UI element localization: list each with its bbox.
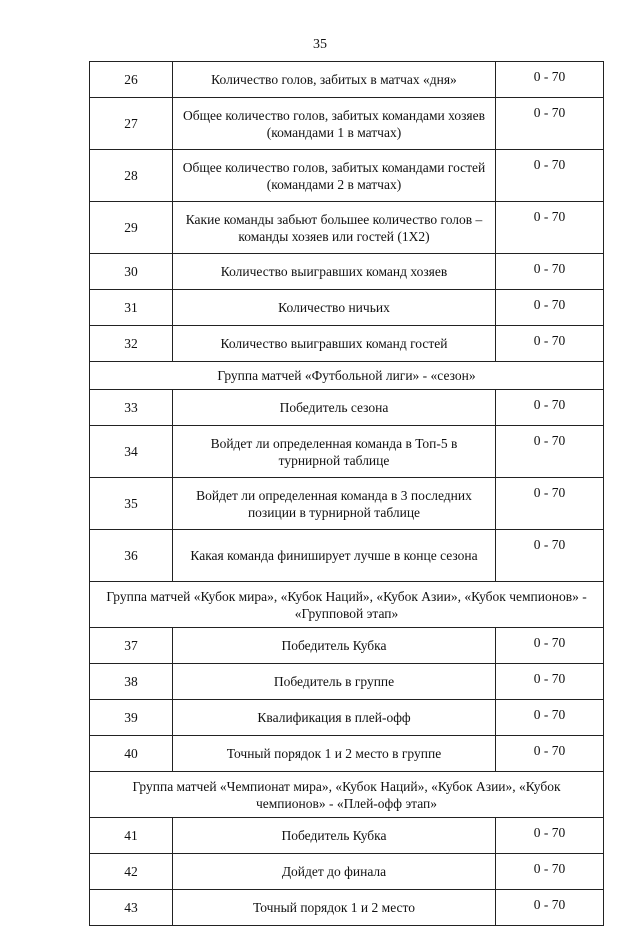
table-row — [90, 202, 604, 254]
row-number: 28 — [90, 150, 173, 202]
table-row — [90, 628, 604, 664]
table-row — [90, 854, 604, 890]
table-row — [90, 530, 604, 582]
row-range: 0 - 70 — [496, 202, 604, 254]
row-number: 39 — [90, 700, 173, 736]
row-number: 42 — [90, 854, 173, 890]
row-number: 33 — [90, 390, 173, 426]
group-header: Группа матчей «Кубок мира», «Кубок Наций», «Кубок Азии», «Кубок чемпионов» - «Групповой этап» — [90, 582, 604, 628]
row-name: Общее количество голов, забитых командами хозяев (командами 1 в матчах) — [173, 98, 496, 150]
table-row — [90, 664, 604, 700]
table-row — [90, 326, 604, 362]
row-name: Какие команды забьют большее количество голов – команды хозяев или гостей (1Х2) — [173, 202, 496, 254]
row-name: Точный порядок 1 и 2 место в группе — [173, 736, 496, 772]
group-header: Группа матчей «Футбольной лиги» - «сезон» — [90, 362, 604, 390]
table-row — [90, 254, 604, 290]
row-range: 0 - 70 — [496, 62, 604, 98]
row-range: 0 - 70 — [496, 254, 604, 290]
row-number: 43 — [90, 890, 173, 926]
row-range: 0 - 70 — [496, 890, 604, 926]
row-range: 0 - 70 — [496, 700, 604, 736]
table-row — [90, 890, 604, 926]
row-range: 0 - 70 — [496, 664, 604, 700]
row-name: Победитель Кубка — [173, 818, 496, 854]
table-body — [90, 62, 604, 926]
row-range: 0 - 70 — [496, 326, 604, 362]
row-range: 0 - 70 — [496, 290, 604, 326]
row-name: Квалификация в плей-офф — [173, 700, 496, 736]
row-range: 0 - 70 — [496, 426, 604, 478]
row-name: Войдет ли определенная команда в 3 последних позиции в турнирной таблице — [173, 478, 496, 530]
table-row — [90, 390, 604, 426]
table-row — [90, 426, 604, 478]
row-name: Войдет ли определенная команда в Топ-5 в турнирной таблице — [173, 426, 496, 478]
table-row — [90, 98, 604, 150]
table-row — [90, 736, 604, 772]
row-number: 37 — [90, 628, 173, 664]
table-row — [90, 818, 604, 854]
row-number: 40 — [90, 736, 173, 772]
row-name: Победитель в группе — [173, 664, 496, 700]
row-number: 31 — [90, 290, 173, 326]
table-row — [90, 62, 604, 98]
row-number: 27 — [90, 98, 173, 150]
row-number: 26 — [90, 62, 173, 98]
row-number: 30 — [90, 254, 173, 290]
row-number: 29 — [90, 202, 173, 254]
row-number: 32 — [90, 326, 173, 362]
row-number: 36 — [90, 530, 173, 582]
group-header-row — [90, 582, 604, 628]
row-range: 0 - 70 — [496, 98, 604, 150]
table-row — [90, 290, 604, 326]
row-name: Какая команда финиширует лучше в конце сезона — [173, 530, 496, 582]
group-header-row — [90, 362, 604, 390]
row-range: 0 - 70 — [496, 530, 604, 582]
row-name: Победитель сезона — [173, 390, 496, 426]
row-name: Количество выигравших команд гостей — [173, 326, 496, 362]
document-table — [89, 61, 604, 926]
row-range: 0 - 70 — [496, 736, 604, 772]
row-name: Дойдет до финала — [173, 854, 496, 890]
row-number: 38 — [90, 664, 173, 700]
row-name: Количество голов, забитых в матчах «дня» — [173, 62, 496, 98]
row-range: 0 - 70 — [496, 818, 604, 854]
row-range: 0 - 70 — [496, 390, 604, 426]
table-row — [90, 150, 604, 202]
row-number: 41 — [90, 818, 173, 854]
row-name: Количество выигравших команд хозяев — [173, 254, 496, 290]
table-row — [90, 478, 604, 530]
row-range: 0 - 70 — [496, 628, 604, 664]
row-range: 0 - 70 — [496, 854, 604, 890]
row-name: Победитель Кубка — [173, 628, 496, 664]
table-row — [90, 700, 604, 736]
page-number: 35 — [313, 37, 327, 52]
group-header: Группа матчей «Чемпионат мира», «Кубок Наций», «Кубок Азии», «Кубок чемпионов» - «Плей-офф этап» — [90, 772, 604, 818]
row-range: 0 - 70 — [496, 478, 604, 530]
row-number: 35 — [90, 478, 173, 530]
row-name: Точный порядок 1 и 2 место — [173, 890, 496, 926]
row-name: Количество ничьих — [173, 290, 496, 326]
row-number: 34 — [90, 426, 173, 478]
row-range: 0 - 70 — [496, 150, 604, 202]
row-name: Общее количество голов, забитых командами гостей (командами 2 в матчах) — [173, 150, 496, 202]
group-header-row — [90, 772, 604, 818]
